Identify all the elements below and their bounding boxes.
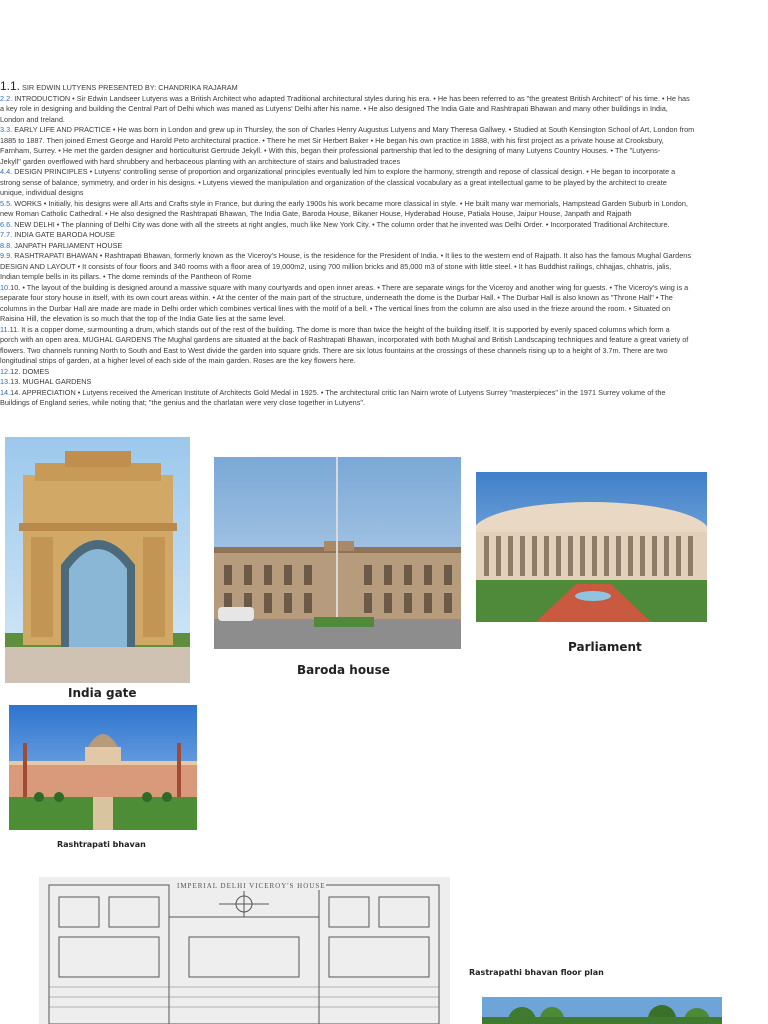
- slide-number: 12.: [0, 366, 11, 376]
- slide-number: 7.7.: [0, 230, 13, 239]
- line-text: INTRODUCTION • Sir Edwin Landseer Lutyens was a British Architect who adapted Traditional architectural styles during his era. • He has been referred to as "the greatest British Architect" of his time. • He has: [12, 93, 690, 103]
- text-line: [0, 104, 768, 115]
- line-text: EARLY LIFE AND PRACTICE • He was born in London and grew up in Thursley, the son of Charles Henry Augustus Lutyens and Mary Theresa Gallwey. • Studied at South Kensington School of Art, London from: [12, 125, 695, 134]
- slide-number: 11.: [0, 324, 10, 334]
- text-line: [0, 335, 768, 346]
- text-line: [0, 199, 768, 210]
- baroda-house-caption: Baroda house: [297, 663, 390, 677]
- text-line: [0, 283, 768, 294]
- line-text: INDIA GATE BARODA HOUSE: [12, 230, 116, 239]
- text-line: [0, 81, 768, 94]
- text-line: [0, 220, 768, 231]
- slide-number: 9.9.: [0, 251, 13, 260]
- india-gate-caption: India gate: [68, 686, 137, 700]
- slide-number: 14.: [0, 387, 11, 397]
- line-text: longitudinal strips of garden, at a higher level of each side of the main garden. Roses are the key flowers here.: [0, 356, 356, 365]
- line-text: Jekyll" garden overflowed with hard shrubbery and herbaceous planting with an architecture of stairs and balustraded traces: [0, 156, 401, 166]
- line-text: RASHTRAPATI BHAWAN • Rashtrapati Bhawan, formerly known as the Viceroy's House, is the residence for the President of India. • It lies to the western end of Rajpath. It also has the famous Mughal Gardens: [12, 251, 691, 260]
- line-text: NEW DELHI • The planning of Delhi City was done with all the streets at right angles, much like New York City. • The column order that he invented was Delhi Order. • Incorporated Traditional Architecture.: [12, 219, 670, 229]
- line-text: Raisina Hill, the elevation is so much that the top of the India Gate lies at the same level.: [0, 314, 286, 323]
- text-line: [0, 230, 768, 241]
- parliament-photo: [476, 472, 707, 622]
- text-line: [0, 251, 768, 262]
- text-line: [0, 356, 768, 367]
- india-gate-photo: [5, 437, 190, 683]
- garden-photo: [482, 997, 722, 1024]
- line-text: 1885 to 1887. Then joined Ernest George and Harold Peto architectural practice. • There he met Sir Herbert Baker • He began his own practice in 1888, with his first project as a private house at Crooksbury,: [0, 135, 664, 145]
- text-line: [0, 241, 768, 252]
- line-text: columns in the Durbar Hall are made are made in Delhi order which combines vertical lines with the motif of a bell. • The vertical lines from the column are also used in the frieze around the room. • Situated on: [0, 303, 671, 313]
- line-text: Indian temple bells in its pillars. • The dome reminds of the Pantheon of Rome: [0, 272, 252, 281]
- line-text: strong sense of balance, symmetry, and order in his designs. • Lutyens viewed the manipulation and organization of the classical vocabulary as a great intellectual game to be played by the architect to create: [0, 177, 667, 187]
- text-line: [0, 398, 768, 409]
- slide-number: 8.8.: [0, 240, 13, 250]
- text-line: [0, 388, 768, 399]
- text-line: [0, 94, 768, 105]
- line-text: 14. APPRECIATION • Lutyens received the American Institute of Architects Gold Medal in 1925. • The architectural critic Ian Nairn wrote of Lutyens Surrey "masterpieces" in the 1971 Surrey volume of the: [10, 387, 666, 397]
- floor-plan-caption: Rastrapathi bhavan floor plan: [469, 968, 604, 977]
- line-text: 12. DOMES: [10, 366, 50, 376]
- slide-number: 5.5.: [0, 198, 13, 208]
- slide-number: 3.3.: [0, 125, 13, 134]
- line-text: Buildings of England series, while noting that; "the genius and the charlatan were very close together in Lutyens".: [0, 398, 365, 407]
- text-line: [0, 157, 768, 168]
- text-line: [0, 136, 768, 147]
- floor-plan-title: IMPERIAL DELHI VICEROY'S HOUSE: [177, 882, 326, 890]
- floor-plan-drawing: [39, 877, 450, 1024]
- line-text: 10. • The layout of the building is designed around a massive square with many courtyards and open inner areas. • There are separate wings for the Viceroy and another wing for guests. • The Viceroy's wing is a: [10, 282, 689, 292]
- baroda-house-photo: [214, 457, 461, 649]
- line-text: DESIGN AND LAYOUT • It consists of four floors and 340 rooms with a floor area of 19,000m2, using 700 million bricks and 85,000 m3 of stone with little steel. • It has Buddhist railings, chhajjas, chhatris, jalis,: [0, 261, 672, 271]
- line-text: new Roman Catholic Cathedral. • He also designed the Rashtrapati Bhawan, The India Gate, Baroda House, Bikaner House, Hyderabad House, Patiala House, Jaipur House, Janpath and Rajpath: [0, 209, 632, 218]
- slide-number: 2.2.: [0, 93, 13, 103]
- text-line: [0, 304, 768, 315]
- line-text: separate four story house in itself, with its own court areas within. • At the center of the main part of the structure, underneath the dome is the Durbar Hall. • The Durbar Hall is also known as "Throne Hall" • The: [0, 293, 673, 302]
- slide-number: 6.6.: [0, 219, 13, 229]
- text-line: [0, 178, 768, 189]
- text-line: [0, 367, 768, 378]
- line-text: unique, individual designs: [0, 188, 84, 197]
- rashtrapati-bhavan-caption: Rashtrapati bhavan: [57, 840, 146, 849]
- line-text: a key role in designing and building the Central Part of Delhi which was maned as Lutyens' Delhi after his name. • He also designed The India Gate and Rashtrapati Bhawan and many other buildings in India,: [0, 104, 668, 113]
- text-line: [0, 262, 768, 273]
- line-text: 11. It is a copper dome, surmounting a drum, which stands out of the rest of the building. The dome is more than twice the height of the building itself. It is supported by evenly spaced columns which form a: [9, 324, 670, 334]
- slide-number: 10.: [0, 282, 11, 292]
- line-text: flowers. Two channels running North to South and East to West divide the garden into square grids. There are six lotus fountains at the crossings of these channels rising up to a height of 3.7m. There are two: [0, 345, 668, 355]
- text-line: [0, 209, 768, 220]
- text-line: [0, 146, 768, 157]
- line-text: 13. MUGHAL GARDENS: [10, 377, 92, 386]
- text-line: [0, 314, 768, 325]
- line-text: DESIGN PRINCIPLES • Lutyens' controlling sense of proportion and organizational principles eventually led him to explore the harmony, strength and repose of classical design. • He began to incorporate a: [12, 167, 676, 176]
- slide-number: 4.4.: [0, 167, 13, 176]
- parliament-caption: Parliament: [568, 640, 642, 654]
- line-text: WORKS • Initially, his designs were all Arts and Crafts style in France, but during the early 1900s his work became more classical in style. • He built many war memorials, Hampstead Garden Suburb in London,: [12, 198, 688, 208]
- text-line: [0, 377, 768, 388]
- text-line: [0, 115, 768, 126]
- text-line: [0, 188, 768, 199]
- rashtrapati-bhavan-photo: [9, 705, 197, 830]
- text-line: [0, 125, 768, 136]
- slide-text-block: [0, 81, 768, 409]
- slide-number: 1.1.: [0, 81, 21, 93]
- text-line: [0, 346, 768, 357]
- line-text: JANPATH PARLIAMENT HOUSE: [12, 240, 123, 250]
- text-line: [0, 325, 768, 336]
- line-text: SIR EDWIN LUTYENS PRESENTED BY: CHANDRIKA RAJARAM: [20, 83, 238, 92]
- slide-number: 13.: [0, 377, 11, 386]
- line-text: London and Ireland.: [0, 114, 65, 124]
- line-text: Farnham, Surrey. • He met the garden designer and horticulturist Gertrude Jekyll. • With this, began their professional partnership that led to the designing of many Lutyens Country Houses. • The "Lutyens-: [0, 146, 661, 155]
- line-text: porch with an open area. MUGHAL GARDENS The Mughal gardens are situated at the back of Rashtrapati Bhawan, incorporated with both Mughal and British Landscaping techniques and feature a great variety of: [0, 335, 689, 344]
- text-line: [0, 272, 768, 283]
- text-line: [0, 167, 768, 178]
- text-line: [0, 293, 768, 304]
